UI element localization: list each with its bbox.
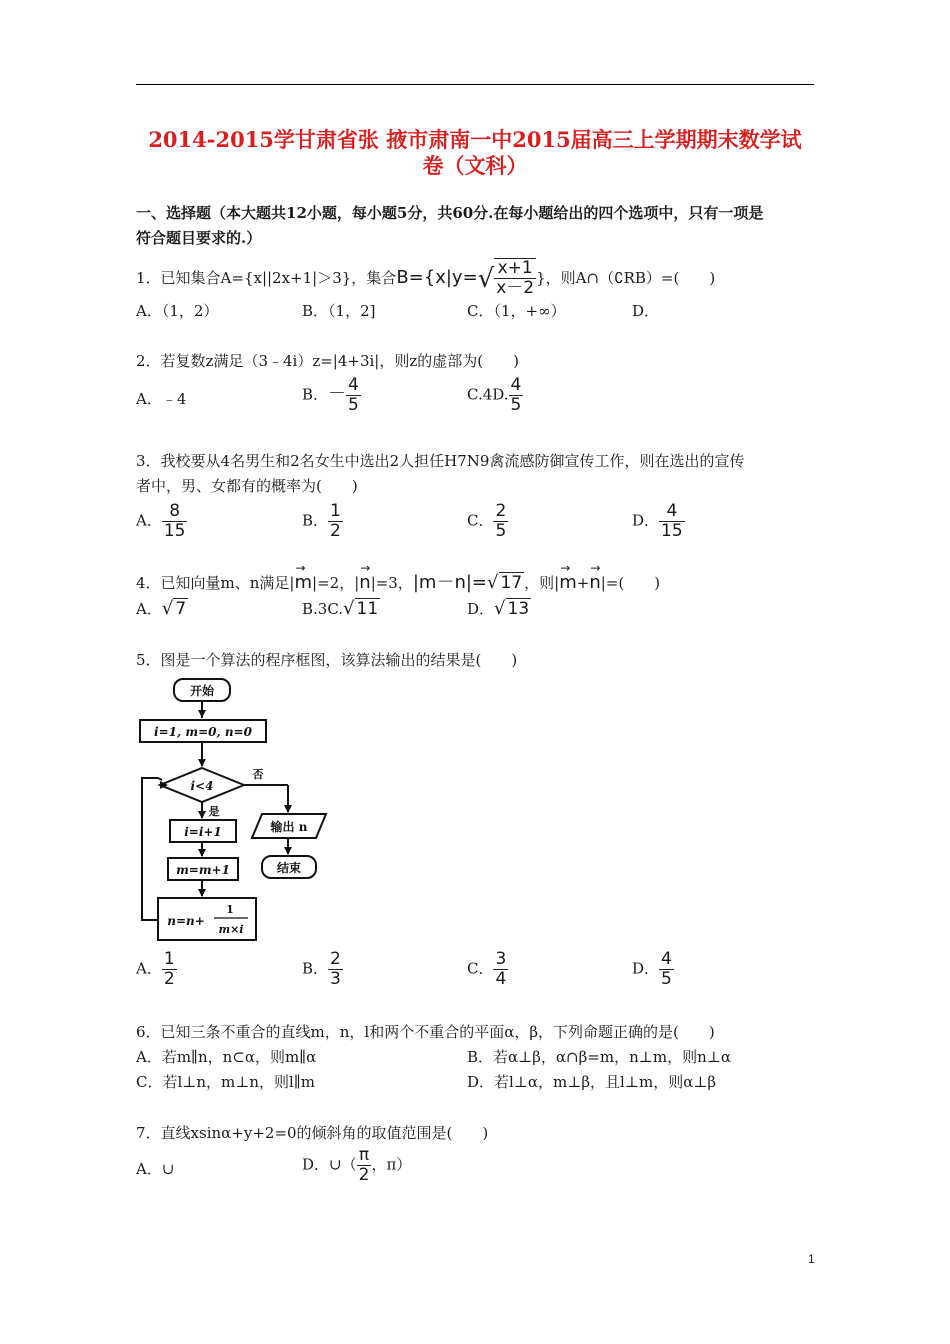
- q4-option-b-c: B.3C.√ 11: [302, 598, 379, 619]
- question-3-line1: 3．我校要从4名男生和2名女生中选出2人担任H7N9禽流感防御宣传工作，则在选出的宣传: [136, 452, 745, 470]
- q1-option-b: B．（1，2]: [302, 302, 376, 320]
- flow-step1-label: i=i+1: [184, 825, 222, 839]
- document-title-line1: 2014-2015学甘肃省张 掖市肃南一中2015届高三上学期期末数学试: [148, 127, 802, 152]
- flow-yes-label: 是: [208, 805, 220, 818]
- flow-loop-arrow: [142, 778, 158, 920]
- q1-option-a: A．（1，2）: [136, 302, 219, 320]
- algorithm-flowchart: [138, 676, 338, 946]
- q2-option-c-d: C.4D. $\frac{4}{5}$: [467, 375, 522, 415]
- flow-step3-num: 1: [226, 903, 234, 916]
- q3-option-d: D． $\frac{4}{15}$: [632, 501, 683, 541]
- q6-option-b: B．若α⊥β，α∩β=m，n⊥m，则n⊥α: [467, 1048, 731, 1066]
- page-number: 1: [808, 1252, 815, 1266]
- question-5: 5．图是一个算法的程序框图，该算法输出的结果是( ): [136, 651, 518, 669]
- vector-m: → m: [294, 561, 313, 593]
- question-1: [136, 258, 715, 298]
- q7-option-a: A．∪: [136, 1160, 175, 1178]
- question-6: 6．已知三条不重合的直线m，n，l和两个不重合的平面α，β，下列命题正确的是( ): [136, 1023, 715, 1041]
- q5-option-b: B． $\frac{2}{3}$: [302, 949, 341, 989]
- flow-step2-label: m=m+1: [176, 863, 230, 877]
- q3-option-b: B． $\frac{1}{2}$: [302, 501, 341, 541]
- sqrt-17: √ 17: [487, 572, 523, 593]
- flow-start-label: 开始: [189, 684, 215, 698]
- flow-condition-label: i<4: [190, 779, 214, 793]
- q5-option-c: C． $\frac{3}{4}$: [467, 949, 507, 989]
- q5-option-a: A． $\frac{1}{2}$: [136, 949, 175, 989]
- q1-set-b: B={x|y=√ $\frac{x+1}{x-2}$: [396, 258, 535, 298]
- q6-option-a: A．若m∥n，n⊂α，则m∥α: [136, 1048, 317, 1066]
- q3-option-a: A． $\frac{8}{15}$: [136, 501, 186, 541]
- question-7: 7．直线xsinα+y+2=0的倾斜角的取值范围是( ): [136, 1124, 489, 1142]
- section-heading-line2: 符合题目要求的.）: [136, 229, 262, 247]
- q7-option-d: D．∪（ $\frac{\pi}{2}$ ，π）: [302, 1145, 412, 1185]
- q1-option-c: C．（1，+∞）: [467, 302, 566, 320]
- flow-end-label: 结束: [276, 861, 302, 875]
- flow-output-label: 输出 n: [270, 820, 308, 834]
- header-rule: [136, 84, 814, 85]
- q1-fraction: $\frac{x+1}{x-2}$: [496, 258, 535, 298]
- q5-option-d: D． $\frac{4}{5}$: [632, 949, 672, 989]
- question-4: 4．已知向量m、n满足| → m|=2，| → n|=3，|m－n|=√ 17 ，则| → m+ → n|=( ): [136, 561, 661, 593]
- q4-option-a: A．√ 7: [136, 598, 187, 619]
- q1-stem-a: 1．已知集合A={x||2x+1|＞3}，集合: [136, 269, 397, 287]
- q1-option-d: D．: [632, 302, 660, 320]
- q3-option-c: C． $\frac{2}{5}$: [467, 501, 507, 541]
- question-3-line2: 者中，男、女都有的概率为( ): [136, 477, 358, 495]
- abs-m-minus-n: |m－n|=: [412, 572, 488, 593]
- flow-step3-label: n=n+: [167, 914, 205, 928]
- q4-option-d: D．√ 13: [467, 598, 530, 619]
- document-title-line2: 卷（文科）: [422, 153, 528, 178]
- flow-step3-den: m×i: [218, 923, 244, 936]
- q6-option-c: C．若l⊥n，m⊥n，则l∥m: [136, 1073, 315, 1091]
- flow-init-label: i=1, m=0, n=0: [154, 725, 252, 739]
- q6-option-d: D．若l⊥α，m⊥β，且l⊥m，则α⊥β: [467, 1073, 717, 1091]
- q2-option-b: B．－ $\frac{4}{5}$: [302, 375, 359, 415]
- question-2: 2．若复数z满足（3﹣4i）z=|4+3i|，则z的虚部为( ): [136, 352, 519, 370]
- q2-option-a: A．﹣4: [136, 390, 187, 408]
- section-heading-line1: 一、选择题（本大题共12小题，每小题5分，共60分.在每小题给出的四个选项中，只有一项是: [136, 204, 764, 222]
- flow-no-label: 否: [252, 768, 264, 781]
- q1-stem-b: }，则A∩（∁RB）=( ): [536, 269, 716, 287]
- vector-n: → n: [359, 561, 371, 593]
